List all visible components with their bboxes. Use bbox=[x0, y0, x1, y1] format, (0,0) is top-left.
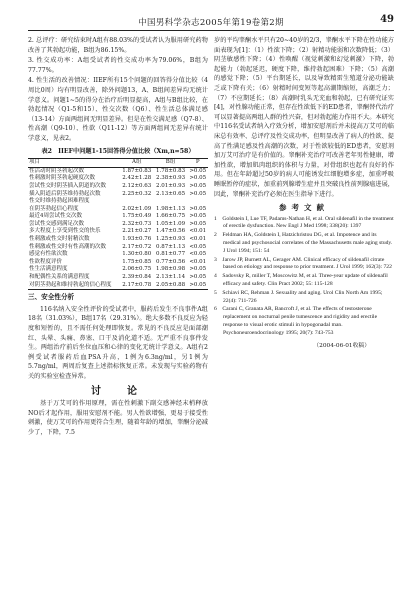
score-value: 1.75±0.49 bbox=[122, 213, 152, 220]
score-value: 0.87±1.13 bbox=[156, 243, 186, 250]
row-label: 性欲程度评价 bbox=[29, 258, 63, 265]
row-label: 插入阴道后阴茎维持勃起次数 bbox=[29, 190, 101, 197]
p-value: >0.05 bbox=[189, 167, 207, 174]
received-date: （2004-06-01收稿） bbox=[313, 342, 370, 349]
table-row bbox=[28, 236, 208, 244]
row-label: 性刺激或性交时射精次数 bbox=[29, 236, 90, 243]
table-row bbox=[28, 198, 208, 206]
paragraph-discussion: 基于万艾可的作用原理，需在性刺激下副交感神经末梢释放NO后才起作用，服用安慰剂不能。男人性欲增强，更易于接受性刺激，使万艾可的作用更符合生理，随着年龄的增加，睾酮分泌减少了，下降，7.5 bbox=[28, 400, 208, 436]
score-value: 1.87±0.83 bbox=[122, 167, 152, 174]
table-row bbox=[28, 213, 208, 221]
column-header: A组 bbox=[132, 159, 142, 166]
table-row bbox=[28, 175, 208, 183]
row-label: 多大程度上享受到性交的快乐 bbox=[29, 228, 101, 235]
score-value: 1.66±0.75 bbox=[156, 213, 186, 220]
reference-item: 5 Schiavi RC, Rehman J. Sexuality and aging. Urol Clin North Am 1995; 22(4): 711-726 bbox=[214, 289, 383, 304]
row-label: 尝试性交时阴茎插入阴道的次数 bbox=[29, 182, 107, 189]
section-title-safety: 三、安全性分析 bbox=[28, 293, 75, 302]
table-body bbox=[28, 167, 208, 290]
table-row bbox=[28, 228, 208, 236]
reference-item: 3 Jarow JP, Burnett AL, Gerager AM. Clinical efficacy of sildenafil citrate based on etiology and response to prior treatment. J Urol 1999; 162(3): 722 bbox=[214, 256, 392, 271]
score-value: 2.12±0.63 bbox=[122, 182, 152, 189]
running-header bbox=[28, 12, 394, 31]
score-value bbox=[154, 198, 188, 206]
p-value: <0.05 bbox=[189, 251, 207, 258]
score-value: 2.02±1.09 bbox=[122, 205, 152, 212]
score-value: 2.13±1.14 bbox=[156, 274, 186, 281]
score-value: 2.25±0.32 bbox=[122, 190, 152, 197]
row-label: 对阴茎勃起和维持勃起的信心程度 bbox=[29, 281, 112, 288]
score-value: 2.38±0.93 bbox=[156, 175, 186, 182]
score-value: 1.75±0.85 bbox=[122, 258, 152, 265]
paragraph-sex-life-improvement: 4. 性生活的改善情况：IIEF所有15个问题的回答得分值比较（4周比0周）均有明显改善，除外问题13，A、B组间差异均无统计学意义。问题1~5的得分在治疗后明显提高，A组与B组比较，在勃起情况（Q1-5和15）、性交次数（Q6）、性生活总体满足感（13-14）方面两组间无明显差异。但是在性交满足感（Q7-8）、性高潮（Q9-10）、性欲（Q11-12）等方面两组间无差异有统计学意义，见表2。 bbox=[28, 77, 208, 142]
paragraph-success-rate: 3. 性交成功率：A组受试者的性交成功率为79.06%，B组为77.77%。 bbox=[28, 57, 208, 74]
column-header: B组 bbox=[165, 159, 176, 166]
table-row bbox=[28, 183, 208, 191]
reference-item: 2 Feldman HA, Goldstein I, Hatzichristou DG, et al. Impotence and its medical and psychosocial correlates of the Massachusetts male aging study. J Urol 1994; 151: 54 bbox=[214, 232, 393, 254]
reference-item: 1 Goldstein I, Lue TF, Padams-Nathan H, et al. Oral sildenafil in the treatment of erectile dysfunction. New Engl J Med 1998; 338(20): 1397 bbox=[214, 215, 394, 230]
table-header-row bbox=[28, 159, 208, 168]
column-header: 项目 bbox=[29, 159, 41, 166]
score-value: 0.81±0.77 bbox=[156, 251, 186, 258]
p-value bbox=[187, 198, 208, 206]
score-value: 1.47±0.56 bbox=[156, 228, 186, 235]
score-value: 1.25±0.93 bbox=[156, 236, 186, 243]
reference-item: 4 Sadovsky R, miller T, Moscowitz M, et al. Three-year update of sildenafil efficacy and safety. Clin Pract 2002; 55: 115-128 bbox=[214, 273, 388, 288]
score-value: 2.05±0.88 bbox=[156, 281, 186, 288]
score-value: 1.05±1.09 bbox=[156, 220, 186, 227]
score-value: 1.98±1.13 bbox=[156, 205, 186, 212]
reference-list bbox=[214, 216, 394, 338]
journal-title: 中国男科学杂志2005年第19卷第2期 bbox=[138, 18, 284, 28]
table-row bbox=[28, 274, 208, 282]
score-value: 0.77±0.56 bbox=[156, 258, 186, 265]
score-value: 2.42±1.28 bbox=[122, 175, 152, 182]
table-caption: 表2 IIEF中问题1-15回答得分值比较（Xm,n=58） bbox=[41, 147, 195, 155]
table-row bbox=[28, 266, 208, 274]
paragraph-safety: 116名纳入安全性评价的受试者中，服药后发生不良事件A组18名（31.03%），B组17名（29.31%）。绝大多数不良反应为轻度和短暂的，且不需任何处理即恢复。常见的不良反应是面部潮红、头晕、头痛、鼻塞、口干及消化道不适。无严重不良事件发生。两组治疗前后坐位血压和心律的变化无统计学意义。A组有2例受试者服药后血PSA升高，1例为6.3ng/ml，另1例为5.7ng/ml，两周后复查上述指标恢复正常。未发现与实验药物有关的实验室检查异常。 bbox=[28, 305, 208, 380]
references-title: 参考文献 bbox=[279, 203, 329, 213]
row-label: 性活动时阴茎勃起次数 bbox=[29, 167, 85, 174]
p-value: >0.05 bbox=[189, 205, 207, 212]
p-value: >0.05 bbox=[189, 274, 207, 281]
section-title-discussion: 讨 论 bbox=[91, 385, 145, 397]
table-row bbox=[28, 191, 208, 199]
column-header: P bbox=[195, 159, 200, 166]
p-value: <0.05 bbox=[189, 243, 207, 250]
score-value: 2.17±0.72 bbox=[122, 243, 152, 250]
row-label: 性生活满意程度 bbox=[29, 266, 68, 273]
score-value: 1.98±0.98 bbox=[156, 266, 186, 273]
row-label: 在阴茎勃起信心程度 bbox=[29, 205, 79, 212]
row-label: 性刺激或性交时有性高潮的次数 bbox=[29, 243, 107, 250]
iief-score-table bbox=[28, 158, 208, 290]
p-value: >0.05 bbox=[189, 266, 207, 273]
p-value: >0.05 bbox=[189, 213, 207, 220]
score-value: 2.06±0.75 bbox=[122, 266, 152, 273]
row-label: 尝试性交感到满足次数 bbox=[29, 220, 85, 227]
p-value: <0.01 bbox=[189, 236, 207, 243]
score-value bbox=[120, 198, 154, 206]
right-column bbox=[214, 36, 394, 351]
p-value: <0.01 bbox=[189, 258, 207, 265]
row-label: 和配偶性关系的满意程度 bbox=[29, 274, 90, 281]
page-number: 49 bbox=[380, 14, 394, 25]
p-value: >0.05 bbox=[189, 281, 207, 288]
left-column bbox=[28, 36, 208, 439]
table-row bbox=[28, 251, 208, 259]
p-value: >0.05 bbox=[189, 182, 207, 189]
row-label: 感觉有性欲次数 bbox=[29, 251, 68, 258]
p-value: <0.01 bbox=[189, 228, 207, 235]
paragraph-testosterone: 岁的平均睾酮水平只有20~40岁的2/3，睾酮水平下降在性功能方面表现为[1]：（1）性欲下降；（2）射精功能弱和次数降低；（3）阴茎敏感性下降；（4）性唤醒（视觉刺激和幻觉刺激）下降，勃起能力（勃起延迟，硬度下降，维持勃起困难）下降；（5）高潮的感觉下降；（5）平台期延长，以及导致精雷生殖道分泌功能缺乏或下降有关；（6）射精时间变短等起高潮期缩短，高潮乏力；（7）不应期延长；（8）高潮时乳头无充血和勃起，已有研究证实[4]，对性腺功能正常，但存在性欲低下的ED患者，睾酮替代治疗可以显著提高两组人群的性兴奋，但对勃起能力作用不大。本研究中116名受试者纳入疗效分析，增加安慰剂后并未提高万艾可的临床总有效率、总评疗及性交成功率，但明显改善了病人的性欲、提高了性满足感及性高潮的次数，对于性欲较低的ED患者，安慰剂加万艾可治疗是有价值的。睾酮补充治疗可改善老年男性健康，增加性欲，增加肌肉组织的体积与力量，对骨组织也起有良好的作用。但在年龄超过50岁的病人可能诱发红细胞增多症，加重呼吸睡眠暂停的症状，加重前列腺增生症并且突破良性前列腺癌进展，因此，睾酮补充治疗必须在医生指导下进行。 bbox=[214, 37, 394, 198]
table-row bbox=[28, 282, 208, 290]
score-value: 2.21±0.27 bbox=[122, 228, 152, 235]
p-value: >0.05 bbox=[189, 190, 207, 197]
score-value: 2.17±0.78 bbox=[122, 281, 152, 288]
p-value: >0.05 bbox=[189, 220, 207, 227]
p-value: >0.05 bbox=[189, 175, 207, 182]
row-label: 性交时维持勃起困难程度 bbox=[29, 198, 90, 205]
score-value: 2.01±0.93 bbox=[156, 182, 186, 189]
row-label: 性刺激时阴茎勃起硬度次数 bbox=[29, 175, 96, 182]
score-value: 2.13±0.65 bbox=[156, 190, 186, 197]
paragraph-overall-evaluation: 2. 总评疗：研究结束时A组有88.03%的受试者认为服用研究药物改善了其勃起功能，B组为86.15%。 bbox=[28, 37, 208, 54]
row-label: 最近4周尝试性交次数 bbox=[29, 213, 82, 220]
score-value: 2.32±0.73 bbox=[122, 220, 152, 227]
score-value: 1.93±0.76 bbox=[122, 236, 152, 243]
score-value: 1.78±0.83 bbox=[156, 167, 186, 174]
score-value: 2.39±0.84 bbox=[122, 274, 152, 281]
reference-item: 6 Carani C, Granata AR, Bancroft J, et al. The effects of testosterone replacement on nocturnal penile tumescence and rigidity and erectile response to visual erotic stimuli in hypogonadal man. Psychoneuroendocrinology 1995; 20(7): 743-753 bbox=[214, 306, 378, 336]
score-value: 1.30±0.80 bbox=[122, 251, 152, 258]
